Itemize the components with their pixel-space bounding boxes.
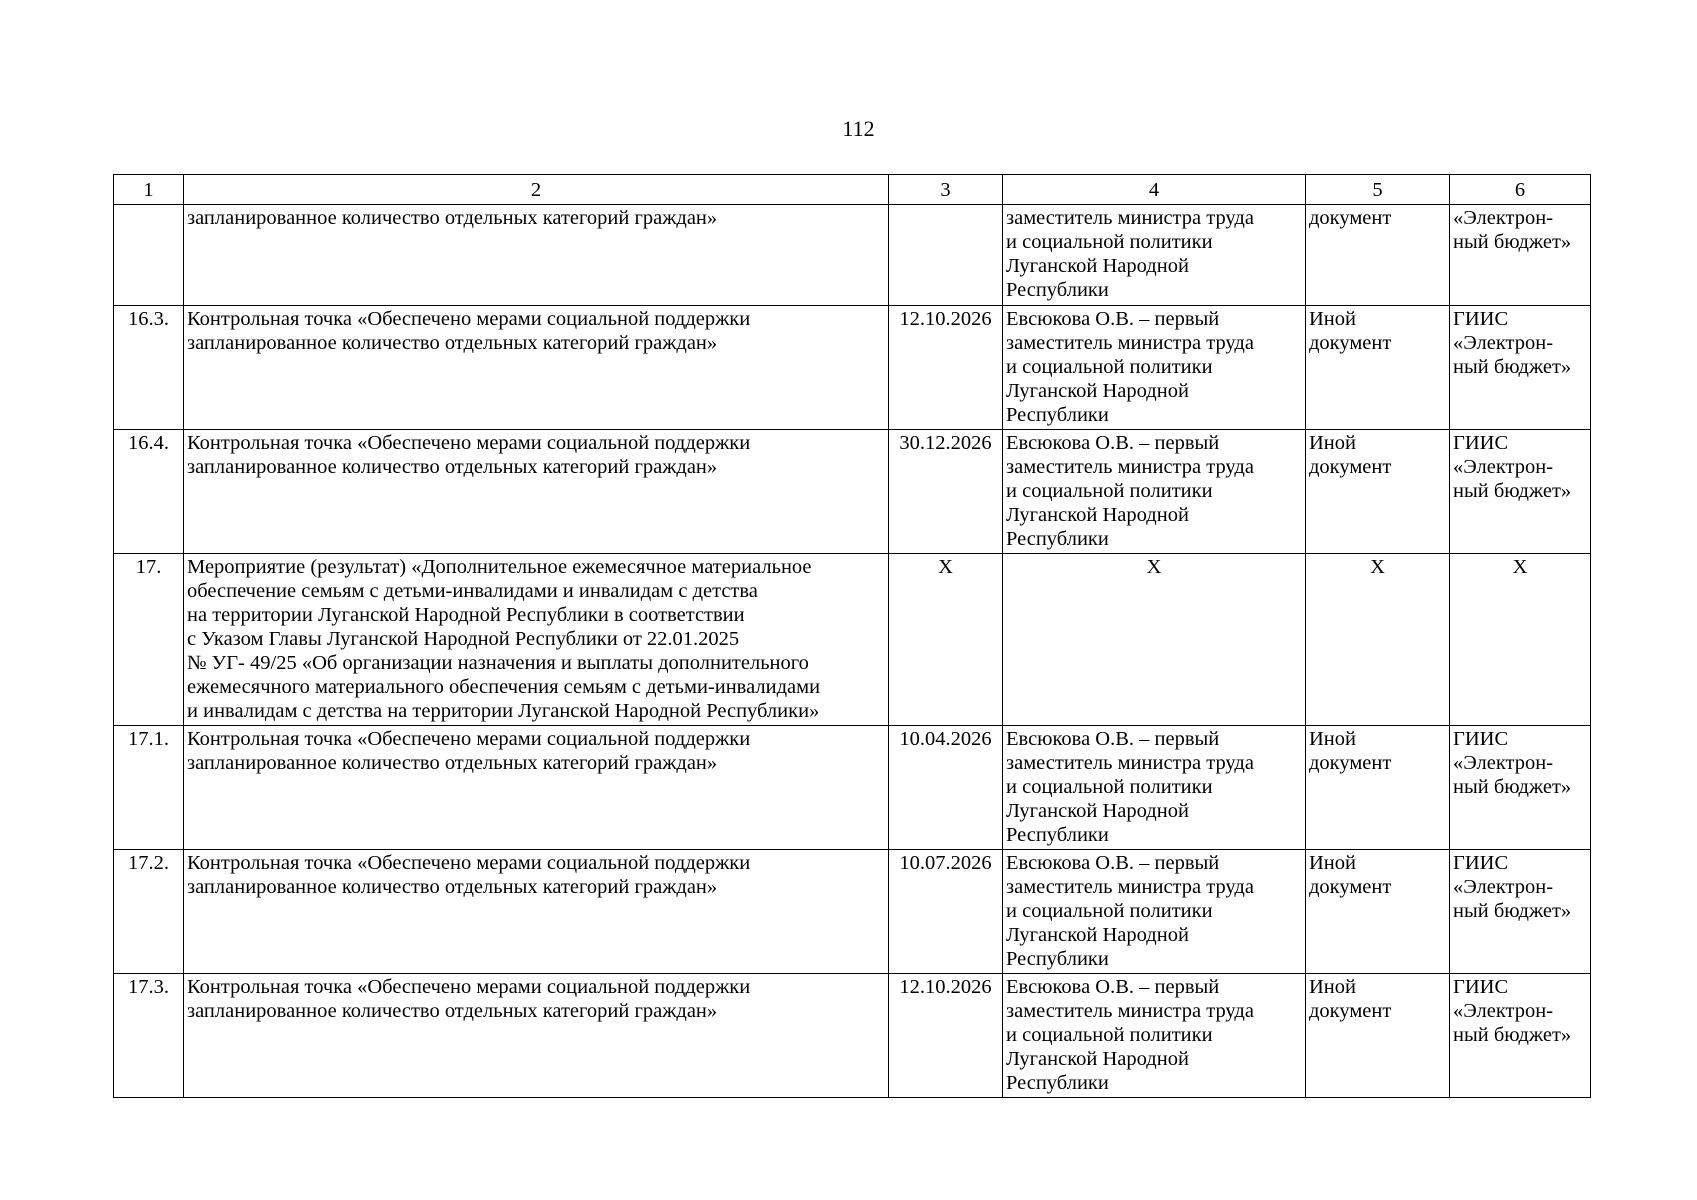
column-header: 4	[1003, 175, 1306, 205]
row-document: Иной документ	[1306, 850, 1450, 974]
row-number: 17.1.	[114, 726, 184, 850]
row-system: ГИИС «Электрон- ный бюджет»	[1450, 430, 1591, 554]
row-responsible: Евсюкова О.В. – первый заместитель министра труда и социальной политики Луганской Народной Республики	[1003, 430, 1306, 554]
row-document: Иной документ	[1306, 726, 1450, 850]
row-document: Иной документ	[1306, 974, 1450, 1098]
row-system: ГИИС «Электрон- ный бюджет»	[1450, 850, 1591, 974]
row-date: 12.10.2026	[889, 306, 1003, 430]
row-name: запланированное количество отдельных категорий граждан»	[184, 205, 889, 306]
row-document: Иной документ	[1306, 306, 1450, 430]
row-document: Иной документ	[1306, 430, 1450, 554]
row-date	[889, 205, 1003, 306]
row-date: 12.10.2026	[889, 974, 1003, 1098]
row-name: Мероприятие (результат) «Дополнительное ежемесячное материальное обеспечение семьям с детьми-инвалидами и инвалидам с детства на территории Луганской Народной Республики в соответствии с Указом Главы Луганской Народной Республики от 22.01.2025 № УГ- 49/25 «Об организации назначения и выплаты дополнительного ежемесячного материального обеспечения семьям с детьми-инвалидами и инвалидам с детства на территории Луганской Народной Республики»	[184, 554, 889, 726]
row-number	[114, 205, 184, 306]
row-responsible: Евсюкова О.В. – первый заместитель министра труда и социальной политики Луганской Народной Республики	[1003, 726, 1306, 850]
row-name: Контрольная точка «Обеспечено мерами социальной поддержки запланированное количество отдельных категорий граждан»	[184, 974, 889, 1098]
plan-table	[113, 174, 1591, 1098]
row-system: «Электрон- ный бюджет»	[1450, 205, 1591, 306]
row-responsible: Евсюкова О.В. – первый заместитель министра труда и социальной политики Луганской Народной Республики	[1003, 850, 1306, 974]
row-name: Контрольная точка «Обеспечено мерами социальной поддержки запланированное количество отдельных категорий граждан»	[184, 430, 889, 554]
row-name: Контрольная точка «Обеспечено мерами социальной поддержки запланированное количество отдельных категорий граждан»	[184, 850, 889, 974]
row-responsible: Евсюкова О.В. – первый заместитель министра труда и социальной политики Луганской Народной Республики	[1003, 306, 1306, 430]
row-number: 16.4.	[114, 430, 184, 554]
row-system: ГИИС «Электрон- ный бюджет»	[1450, 726, 1591, 850]
row-system: ГИИС «Электрон- ный бюджет»	[1450, 306, 1591, 430]
column-header: 6	[1450, 175, 1591, 205]
row-document: Х	[1306, 554, 1450, 726]
row-number: 17.3.	[114, 974, 184, 1098]
row-date: Х	[889, 554, 1003, 726]
column-header: 2	[184, 175, 889, 205]
row-number: 16.3.	[114, 306, 184, 430]
row-date: 30.12.2026	[889, 430, 1003, 554]
table-header-row	[114, 175, 1591, 205]
page-number: 112	[842, 116, 875, 141]
row-system: ГИИС «Электрон- ный бюджет»	[1450, 974, 1591, 1098]
row-number: 17.	[114, 554, 184, 726]
row-responsible: заместитель министра труда и социальной политики Луганской Народной Республики	[1003, 205, 1306, 306]
column-header: 3	[889, 175, 1003, 205]
column-header: 5	[1306, 175, 1450, 205]
row-number: 17.2.	[114, 850, 184, 974]
table-row	[114, 306, 1591, 430]
row-responsible: Евсюкова О.В. – первый заместитель министра труда и социальной политики Луганской Народной Республики	[1003, 974, 1306, 1098]
table-row	[114, 205, 1591, 306]
row-date: 10.07.2026	[889, 850, 1003, 974]
table-row	[114, 554, 1591, 726]
table-row	[114, 430, 1591, 554]
row-name: Контрольная точка «Обеспечено мерами социальной поддержки запланированное количество отдельных категорий граждан»	[184, 726, 889, 850]
row-name: Контрольная точка «Обеспечено мерами социальной поддержки запланированное количество отдельных категорий граждан»	[184, 306, 889, 430]
column-header: 1	[114, 175, 184, 205]
table-row	[114, 726, 1591, 850]
table-row	[114, 850, 1591, 974]
row-date: 10.04.2026	[889, 726, 1003, 850]
row-system: Х	[1450, 554, 1591, 726]
table-row	[114, 974, 1591, 1098]
row-responsible: Х	[1003, 554, 1306, 726]
row-document: документ	[1306, 205, 1450, 306]
